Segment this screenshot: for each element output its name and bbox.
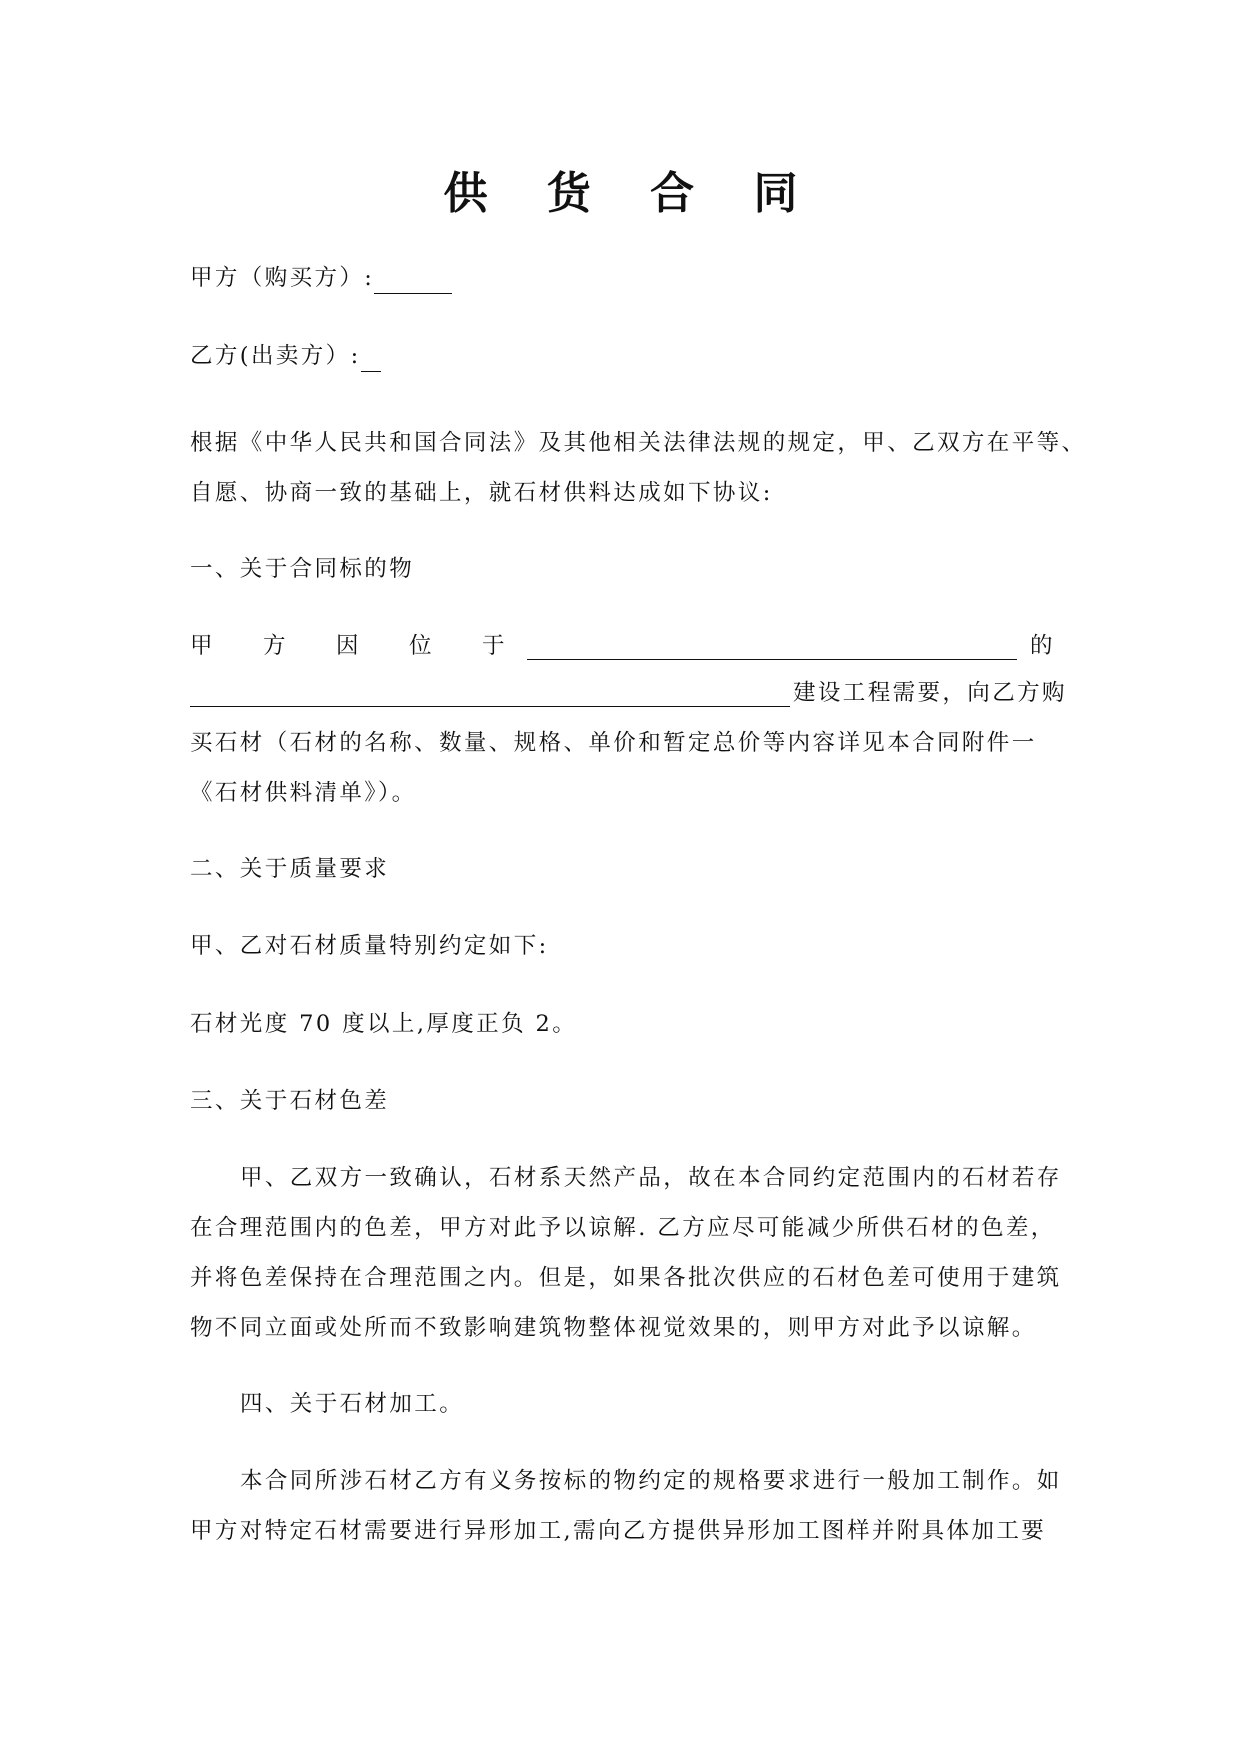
project-name-blank[interactable] [190, 706, 790, 707]
section-3-line-3: 并将色差保持在合理范围之内。但是，如果各批次供应的石材色差可使用于建筑 [190, 1265, 1062, 1291]
section-1-spread-line [190, 630, 1053, 662]
section-3-line-4: 物不同立面或处所而不致影响建筑物整体视觉效果的，则甲方对此予以谅解。 [190, 1315, 1037, 1341]
section-2-heading: 二、关于质量要求 [190, 856, 390, 882]
preamble-line-2: 自愿、协商一致的基础上，就石材供料达成如下协议: [190, 480, 773, 506]
preamble-line-1: 根据《中华人民共和国合同法》及其他相关法律法规的规定，甲、乙双方在平等、 [190, 430, 1087, 456]
spread-line-end: 的 [1030, 633, 1053, 659]
project-location-blank[interactable] [527, 659, 1017, 660]
section-3-heading: 三、关于石材色差 [190, 1088, 390, 1114]
section-1-line-3: 买石材（石材的名称、数量、规格、单价和暂定总价等内容详见本合同附件一 [190, 730, 1037, 756]
spread-char: 因 [336, 633, 359, 659]
section-1-heading: 一、关于合同标的物 [190, 556, 415, 582]
section-3-line-1: 甲、乙双方一致确认，石材系天然产品，故在本合同约定范围内的石材若存 [240, 1165, 1062, 1191]
spread-char: 于 [482, 633, 505, 659]
spread-char: 甲 [190, 633, 213, 659]
spread-char: 位 [409, 633, 432, 659]
section-4-heading: 四、关于石材加工。 [240, 1391, 465, 1417]
section-3-line-2: 在合理范围内的色差，甲方对此予以谅解. 乙方应尽可能减少所供石材的色差， [190, 1215, 1056, 1241]
document-title: 供 货 合 同 [443, 168, 820, 219]
party-b-label: 乙方(出卖方）: [190, 343, 361, 369]
party-a-label: 甲方（购买方）: [190, 265, 375, 291]
spread-char: 方 [263, 633, 286, 659]
section-2-line-2: 石材光度 70 度以上,厚度正负 2。 [190, 1011, 578, 1037]
section-2-line-1: 甲、乙对石材质量特别约定如下: [190, 933, 549, 959]
party-a-line [190, 262, 452, 294]
section-4-line-1: 本合同所涉石材乙方有义务按标的物约定的规格要求进行一般加工制作。如 [240, 1468, 1062, 1494]
party-b-line [190, 340, 381, 372]
section-1-line-2-end: 建设工程需要，向乙方购 [793, 680, 1067, 706]
section-4-line-2: 甲方对特定石材需要进行异形加工,需向乙方提供异形加工图样并附具体加工要 [190, 1518, 1047, 1544]
section-1-line-4: 《石材供料清单》）。 [190, 780, 417, 806]
party-b-blank[interactable] [361, 344, 381, 372]
party-a-blank[interactable] [374, 266, 452, 294]
